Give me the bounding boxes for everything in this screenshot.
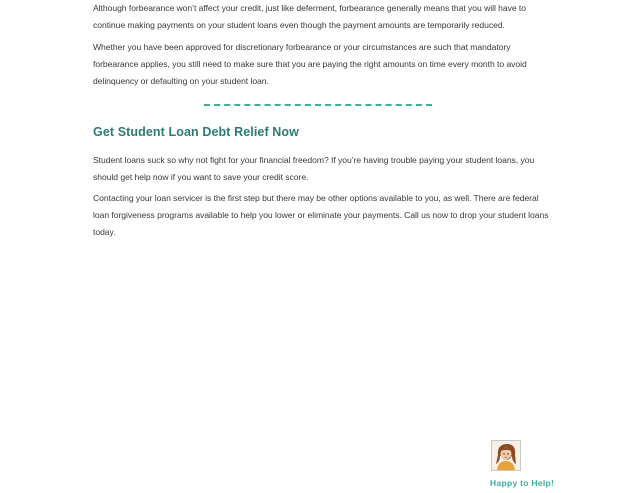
paragraph-forbearance-credit: Although forbearance won’t affect your credit, just like deferment, forbearance generally means that you will have to continue making payments on your student loans even though the payment amounts are temporarily reduced.: [93, 3, 526, 30]
paragraph-financial-freedom: Student loans suck so why not fight for your financial freedom? If you’re having trouble paying your student loans, you should get help now if you want to save your credit score.: [93, 155, 535, 182]
paragraph-contact-servicer: Contacting your loan servicer is the first step but there may be other options available to you, as well. There are federal loan forgiveness programs available to help you lower or eliminate your payments. Call us now to drop your student loans today.: [93, 193, 549, 237]
paragraph-mandatory-forbearance: Whether you have been approved for discretionary forbearance or your circumstances are such that mandatory forbearance applies, you still need to make sure that you are paying the right amounts on time every month to avoid delinquency or defaulting on your student loan.: [93, 42, 527, 86]
section-divider: [204, 104, 432, 106]
section-heading: Get Student Loan Debt Relief Now: [93, 125, 299, 139]
help-chat-widget[interactable]: [489, 440, 559, 488]
help-label[interactable]: Happy to Help!: [490, 478, 555, 488]
support-agent-avatar-icon[interactable]: [491, 440, 521, 471]
